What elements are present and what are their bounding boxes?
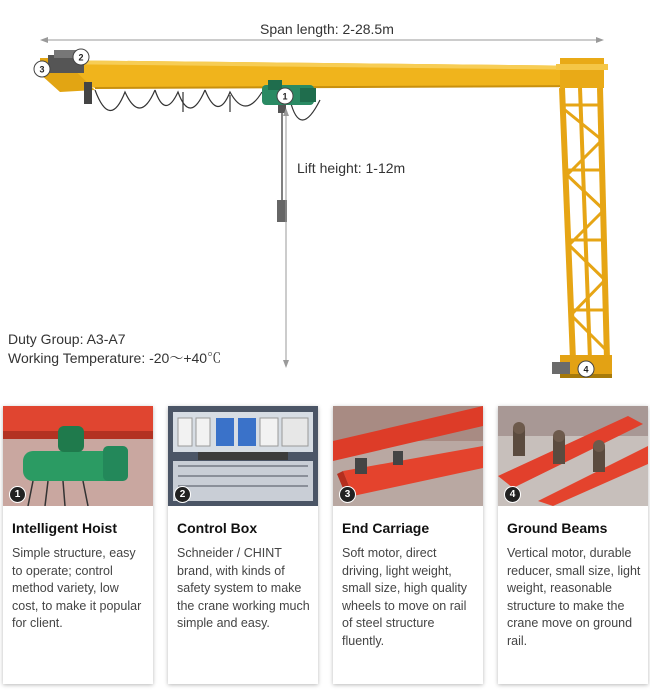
card-number-badge: 1: [9, 486, 26, 503]
svg-text:4: 4: [583, 364, 589, 375]
working-temperature-label: Working Temperature: -20～+40℃: [8, 350, 222, 366]
svg-text:3: 3: [39, 64, 45, 75]
svg-text:1: 1: [282, 91, 288, 102]
card-intelligent-hoist: [3, 406, 153, 684]
card-control-box: [168, 406, 318, 684]
card-title: Intelligent Hoist: [12, 520, 117, 536]
marker-2: [73, 49, 89, 65]
card-title: Control Box: [177, 520, 258, 536]
lift-height-label: Lift height: 1-12m: [297, 160, 406, 176]
svg-text:2: 2: [78, 52, 84, 63]
duty-group-label: Duty Group: A3-A7: [8, 331, 126, 347]
card-number-badge: 3: [339, 486, 356, 503]
card-end-carriage: [333, 406, 483, 684]
span-dimension-arrow: [40, 37, 604, 43]
marker-4: [578, 361, 594, 377]
marker-1: [277, 88, 293, 104]
lift-dimension-arrow: [283, 108, 289, 368]
card-title: End Carriage: [342, 520, 430, 536]
card-description: Simple structure, easy to operate; control method variety, low cost, to make it popular for client.: [12, 546, 142, 630]
card-ground-beams: [498, 406, 648, 684]
component-cards: [3, 406, 647, 688]
gantry-leg: [562, 88, 607, 360]
card-number-badge: 2: [174, 486, 191, 503]
card-description: Schneider / CHINT brand, with kinds of safety system to make the crane working much simple and easy.: [177, 546, 310, 630]
main-girder: [40, 58, 608, 92]
card-number-badge: 4: [504, 486, 521, 503]
card-description: Soft motor, direct driving, light weight, small size, high quality wheels to move on rail of steel structure fluently.: [342, 546, 468, 648]
span-length-label: Span length: 2-28.5m: [260, 21, 394, 37]
marker-3: [34, 61, 50, 77]
card-title: Ground Beams: [507, 520, 608, 536]
card-description: Vertical motor, durable reducer, small size, light weight, reasonable structure to make the crane move on ground rail.: [507, 546, 641, 648]
